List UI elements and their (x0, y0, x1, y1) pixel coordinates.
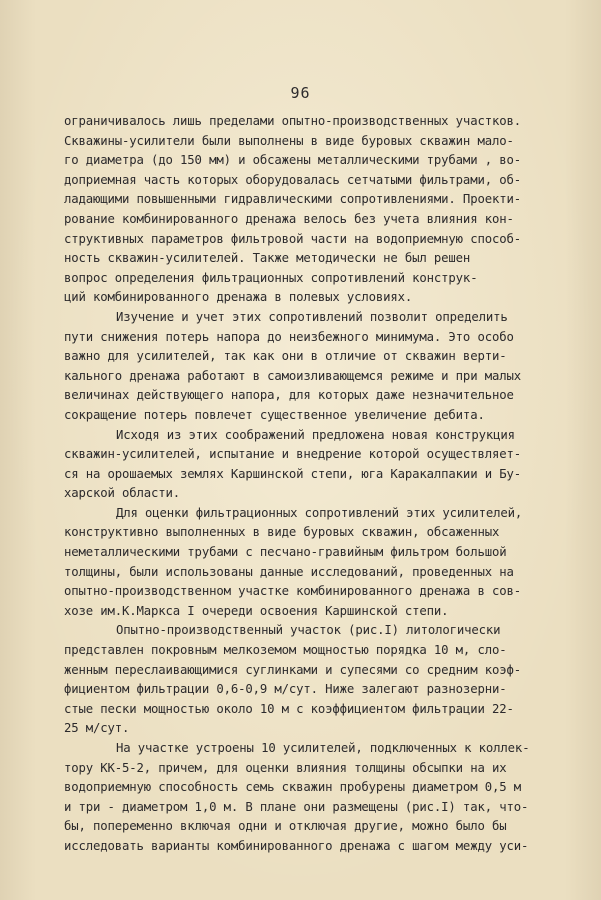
text-line: ладающими повышенными гидравлическими сопротивлениями. Проекти- (64, 192, 521, 207)
text-line: пути снижения потерь напора до неизбежного минимума. Это особо (64, 329, 514, 344)
text-line: харской области. (64, 486, 181, 501)
text-line: и три - диаметром 1,0 м. В плане они размещены (рис.I) так, что- (64, 799, 529, 814)
text-line: водоприемную способность семь скважин пробурены диаметром 0,5 м (64, 780, 521, 795)
text-line: Опытно-производственный участок (рис.I) литологически (116, 623, 501, 638)
text-line: сокращение потерь повлечет существенное увеличение дебита. (64, 407, 485, 422)
text-line: ограничивалось лишь пределами опытно-производственных участков. (64, 114, 521, 128)
text-line: доприемная часть которых оборудовалась сетчатыми фильтрами, об- (64, 172, 521, 187)
text-line: исследовать варианты комбинированного дренажа с шагом между уси- (64, 838, 529, 853)
text-line: ся на орошаемых землях Каршинской степи, юга Каракалпакии и Бу- (64, 466, 521, 481)
text-line: женным переслаивающимися суглинками и супесями со средним коэф- (64, 662, 521, 677)
text-line: ность скважин-усилителей. Также методически не был решен (64, 251, 471, 266)
text-line: величинах действующего напора, для которых даже незначительное (64, 388, 514, 403)
body-text (64, 112, 544, 857)
text-line: структивных параметров фильтровой части на водоприемную способ- (64, 231, 521, 246)
text-line: конструктивно выполненных в виде буровых скважин, обсаженных (64, 525, 500, 540)
text-line: 25 м/сут. (64, 721, 130, 736)
text-line: опытно-производственном участке комбинированного дренажа в сов- (64, 584, 521, 599)
text-line: На участке устроены 10 усилителей, подключенных к коллек- (116, 741, 530, 755)
text-line: Для оценки фильтрационных сопротивлений этих усилителей, (116, 505, 523, 520)
text-line: важно для усилителей, так как они в отличие от скважин верти- (64, 349, 507, 364)
text-line: хозе им.К.Маркса I очереди освоения Каршинской степи. (64, 603, 449, 618)
text-line: Изучение и учет этих сопротивлений позволит определить (116, 309, 508, 324)
text-line: фициентом фильтрации 0,6-0,9 м/сут. Ниже залегают разнозерни- (64, 682, 507, 697)
text-line: Скважины-усилители были выполнены в виде буровых скважин мало- (64, 133, 514, 148)
text-line: бы, попеременно включая одни и отключая другие, можно было бы (64, 819, 507, 834)
text-line: толщины, были использованы данные исследований, проведенных на (64, 564, 514, 579)
text-line: скважин-усилителей, испытание и внедрение которой осуществляет- (64, 447, 521, 462)
text-line: представлен покровным мелкоземом мощностью порядка 10 м, сло- (64, 643, 507, 658)
text-line: Исходя из этих соображений предложена новая конструкция (116, 427, 515, 442)
text-line: тору КК-5-2, причем, для оценки влияния толщины обсыпки на их (64, 760, 507, 775)
text-line: ций комбинированного дренажа в полевых условиях. (64, 290, 413, 305)
text-line: вопрос определения фильтрационных сопротивлений конструк- (64, 270, 478, 285)
page-number: 96 (290, 84, 311, 102)
text-line: кального дренажа работают в самоизливающемся режиме и при малых (64, 368, 521, 383)
text-line: го диаметра (до 150 мм) и обсажены металлическими трубами , во- (64, 153, 521, 168)
text-line: стые пески мощностью около 10 м с коэффициентом фильтрации 22- (64, 701, 514, 716)
text-line: неметаллическими трубами с песчано-гравийным фильтром большой (64, 545, 507, 560)
text-line: рование комбинированного дренажа велось без учета влияния кон- (64, 211, 514, 226)
